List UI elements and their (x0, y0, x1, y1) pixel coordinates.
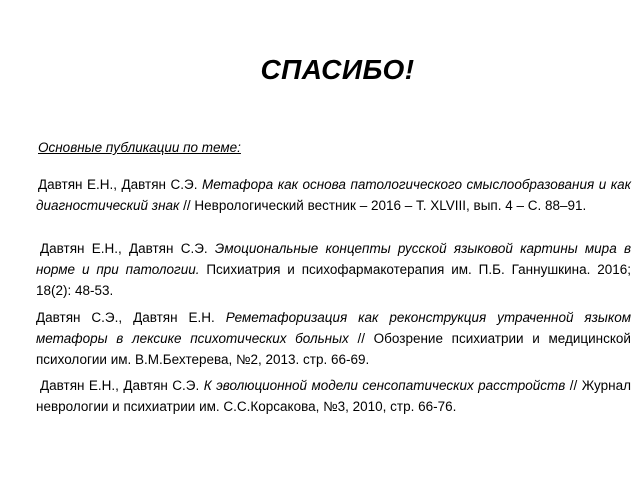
publication-4-authors: Давтян Е.Н., Давтян С.Э. (40, 378, 204, 393)
publication-1 (36, 174, 631, 216)
publication-1-source: // Неврологический вестник – 2016 – Т. XLVIII, вып. 4 – С. 88–91. (179, 198, 587, 213)
publication-2-title: Эмоциональные концепты русской языковой картины мира в норме и при патологии. (36, 241, 631, 277)
publication-3-authors: Давтян С.Э., Давтян Е.Н. (36, 310, 226, 325)
publication-1-title: Метафора как основа патологического смыслообразования и как диагностический знак (36, 177, 631, 213)
publication-3-title: Реметафоризация как реконструкция утраченной языком метафоры в лексике психотических больных (36, 310, 631, 346)
publications-heading: Основные публикации по теме: (38, 140, 241, 155)
publication-3-source: // Обозрение психиатрии и медицинской психологии им. В.М.Бехтерева, №2, 2013. стр. 66-69. (36, 331, 631, 367)
publication-4 (36, 375, 631, 417)
publication-4-title: К эволюционной модели сенсопатических расстройств (203, 378, 566, 393)
publication-2-source: Психиатрия и психофармакотерапия им. П.Б. Ганнушкина. 2016; 18(2): 48-53. (36, 262, 631, 298)
publication-1-authors: Давтян Е.Н., Давтян С.Э. (38, 177, 203, 192)
publication-3 (36, 307, 631, 370)
publication-2 (36, 238, 631, 301)
publication-4-source: // Журнал неврологии и психиатрии им. С.С.Корсакова, №3, 2010, стр. 66-76. (36, 378, 631, 414)
slide-title: СПАСИБО! (260, 54, 415, 85)
publication-2-authors: Давтян Е.Н., Давтян С.Э. (40, 241, 215, 256)
